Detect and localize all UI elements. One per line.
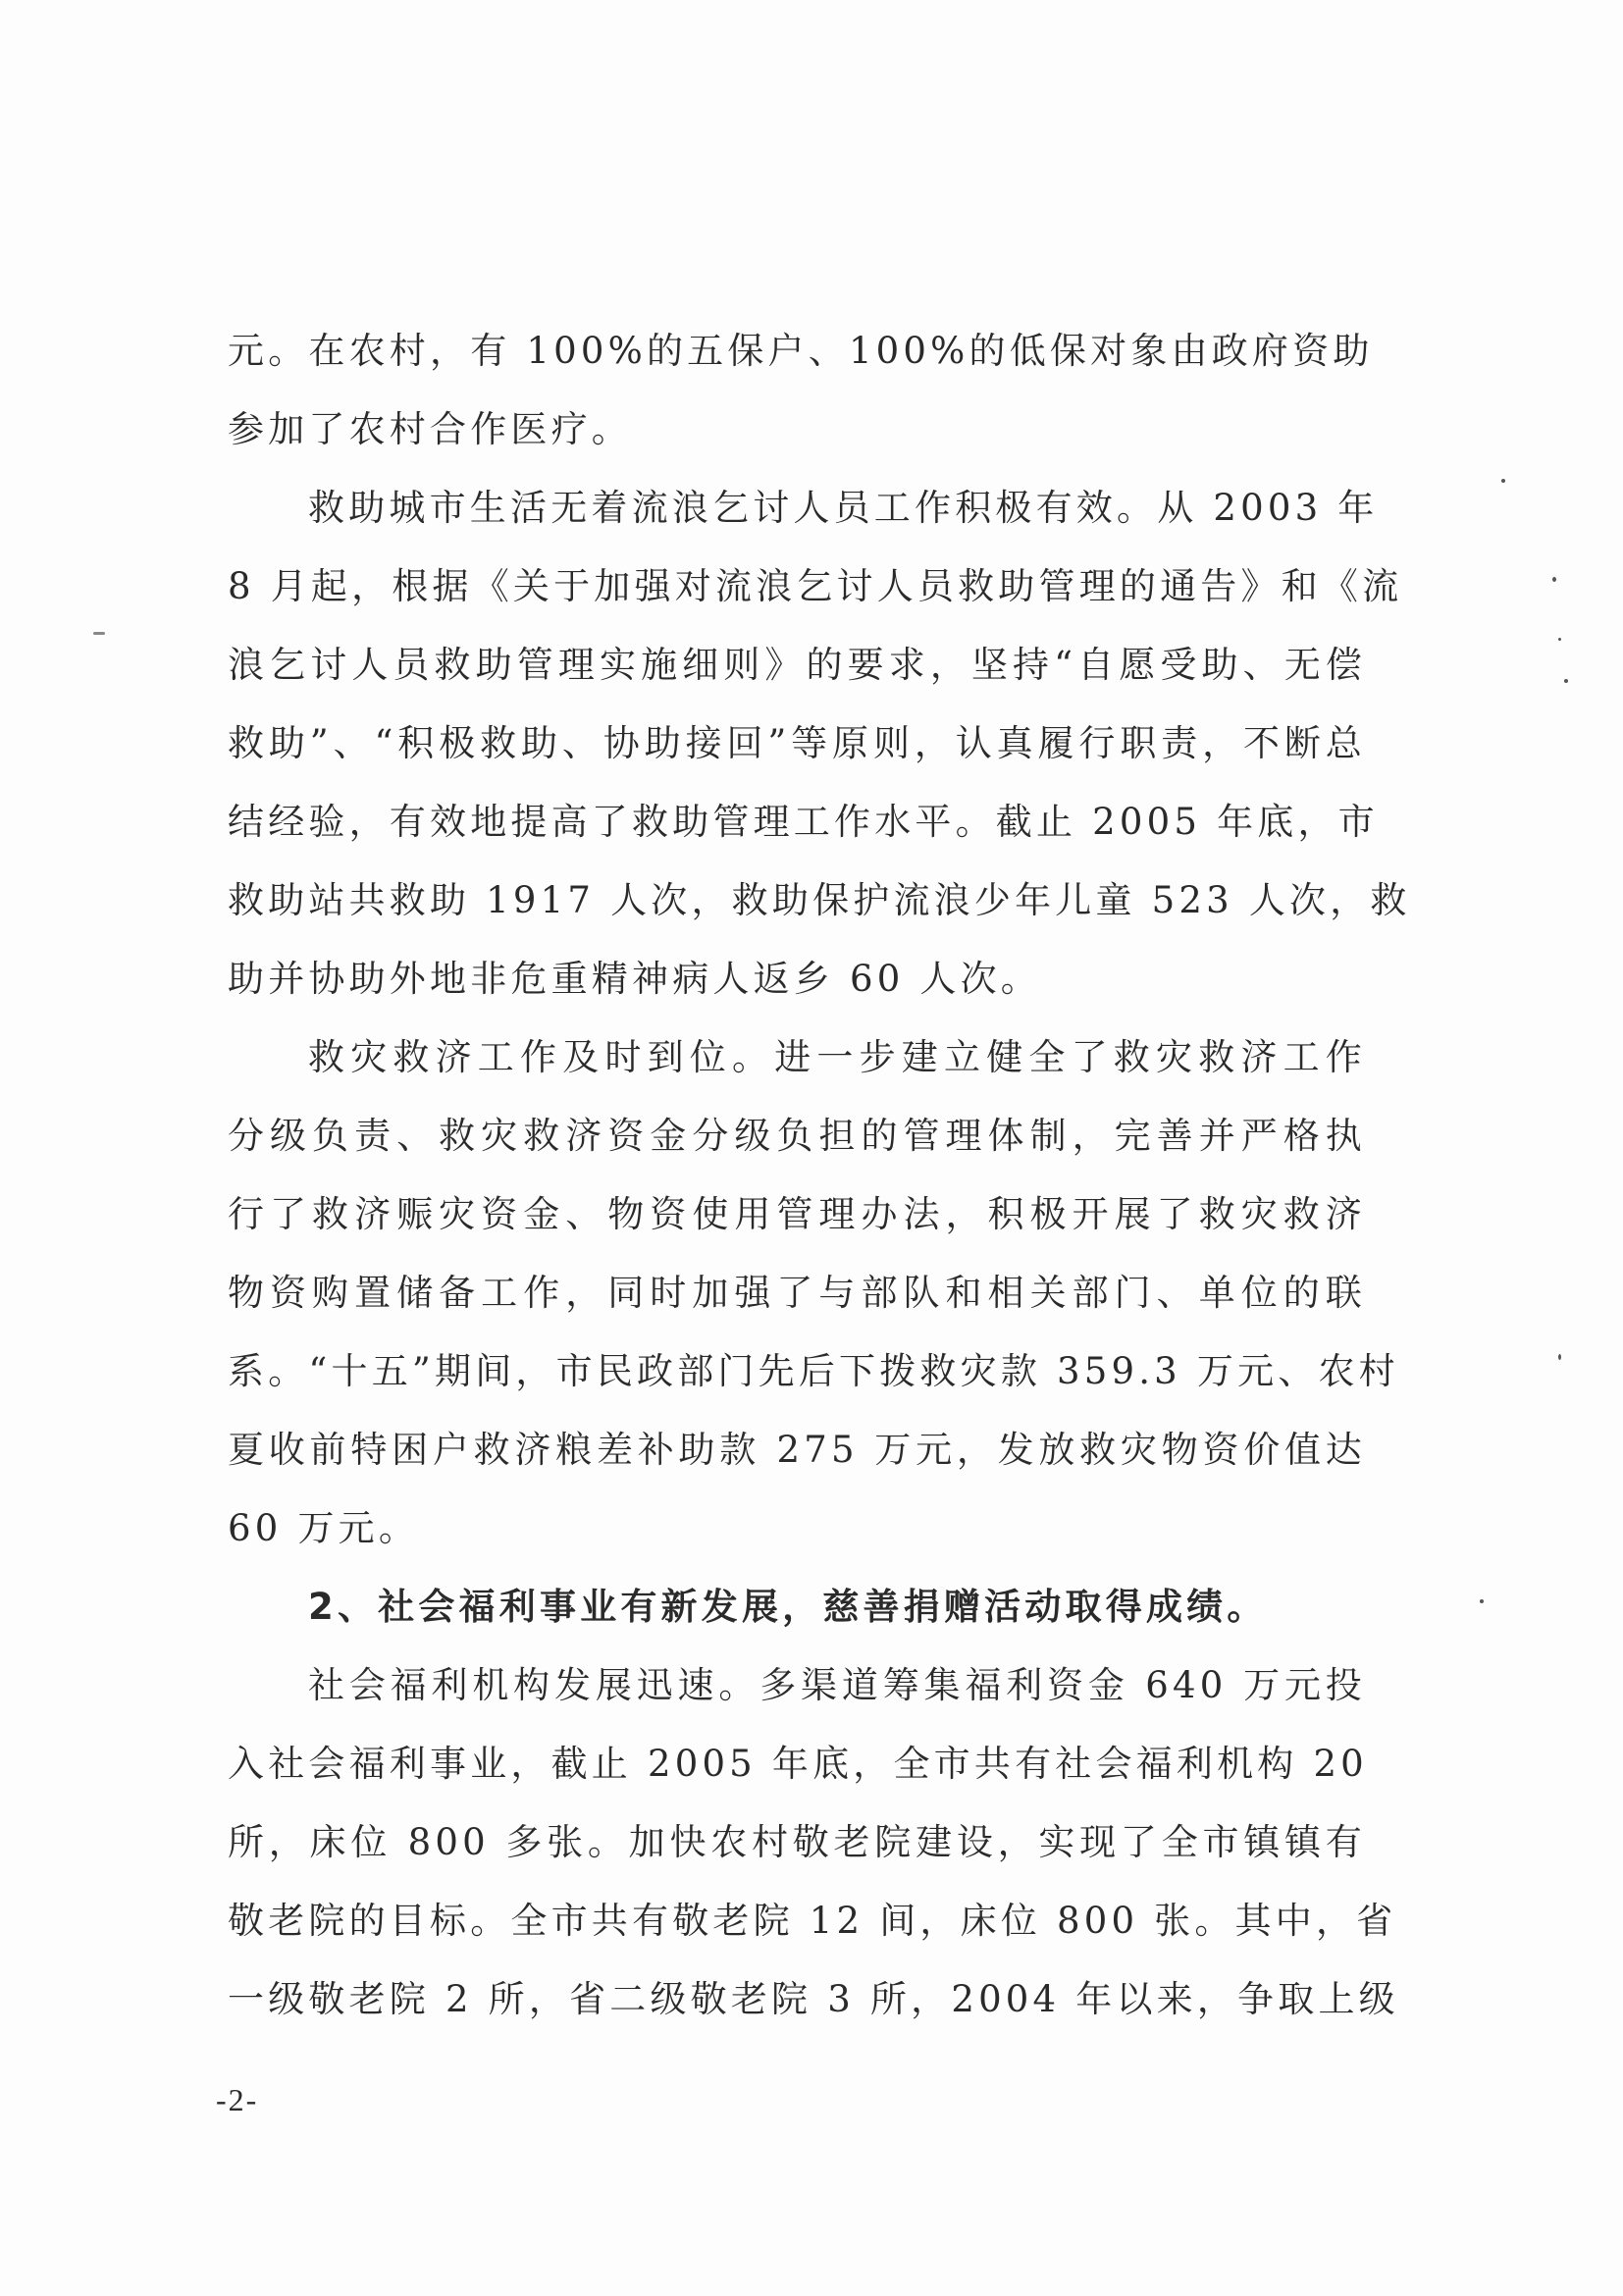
text-line: 夏收前特困户救济粮差补助款 275 万元，发放救灾物资价值达 (228, 1429, 1366, 1471)
scan-speck (1480, 1599, 1484, 1603)
text-line: 救助”、“积极救助、协助接回”等原则，认真履行职责，不断总 (228, 722, 1366, 764)
scan-speck (1558, 1354, 1561, 1360)
text-line: 入社会福利事业，截止 2005 年底，全市共有社会福利机构 20 (228, 1743, 1368, 1785)
scan-speck (1552, 577, 1556, 582)
text-line: 8 月起，根据《关于加强对流浪乞讨人员救助管理的通告》和《流 (228, 565, 1403, 607)
text-line: 系。“十五”期间，市民政部门先后下拨救灾款 359.3 万元、农村 (228, 1350, 1399, 1392)
text-line: 物资购置储备工作，同时加强了与部队和相关部门、单位的联 (228, 1272, 1366, 1314)
scan-speck (93, 632, 105, 635)
text-line: 敬老院的目标。全市共有敬老院 12 间，床位 800 张。其中，省 (228, 1900, 1397, 1942)
document-body (228, 312, 1411, 2039)
scan-speck (1558, 638, 1561, 641)
text-line: 浪乞讨人员救助管理实施细则》的要求，坚持“自愿受助、无偿 (228, 644, 1366, 686)
text-line: 救助站共救助 1917 人次，救助保护流浪少年儿童 523 人次，救 (228, 879, 1411, 921)
scan-speck (1501, 479, 1505, 483)
text-line: 结经验，有效地提高了救助管理工作水平。截止 2005 年底，市 (228, 801, 1379, 843)
page-number: -2- (216, 2082, 259, 2117)
text-line: 参加了农村合作医疗。 (228, 408, 632, 450)
paragraph-first-line: 救灾救济工作及时到位。进一步建立健全了救灾救济工作 (308, 1036, 1366, 1078)
text-line: 助并协助外地非危重精神病人返乡 60 人次。 (228, 958, 1042, 1000)
section-heading: 2、社会福利事业有新发展，慈善捐赠活动取得成绩。 (308, 1586, 1268, 1628)
text-line: 行了救济赈灾资金、物资使用管理办法，积极开展了救灾救济 (228, 1193, 1366, 1235)
text-line: 所，床位 800 多张。加快农村敬老院建设，实现了全市镇镇有 (228, 1821, 1366, 1863)
text-line: 分级负责、救灾救济资金分级负担的管理体制，完善并严格执 (228, 1115, 1366, 1157)
text-line: 60 万元。 (228, 1507, 420, 1549)
scan-speck (1564, 679, 1568, 683)
paragraph-first-line: 社会福利机构发展迅速。多渠道筹集福利资金 640 万元投 (308, 1664, 1366, 1706)
paragraph-first-line: 救助城市生活无着流浪乞讨人员工作积极有效。从 2003 年 (308, 487, 1379, 529)
text-line: 元。在农村，有 100%的五保户、100%的低保对象由政府资助 (228, 330, 1374, 372)
text-line: 一级敬老院 2 所，省二级敬老院 3 所，2004 年以来，争取上级 (228, 1978, 1399, 2020)
